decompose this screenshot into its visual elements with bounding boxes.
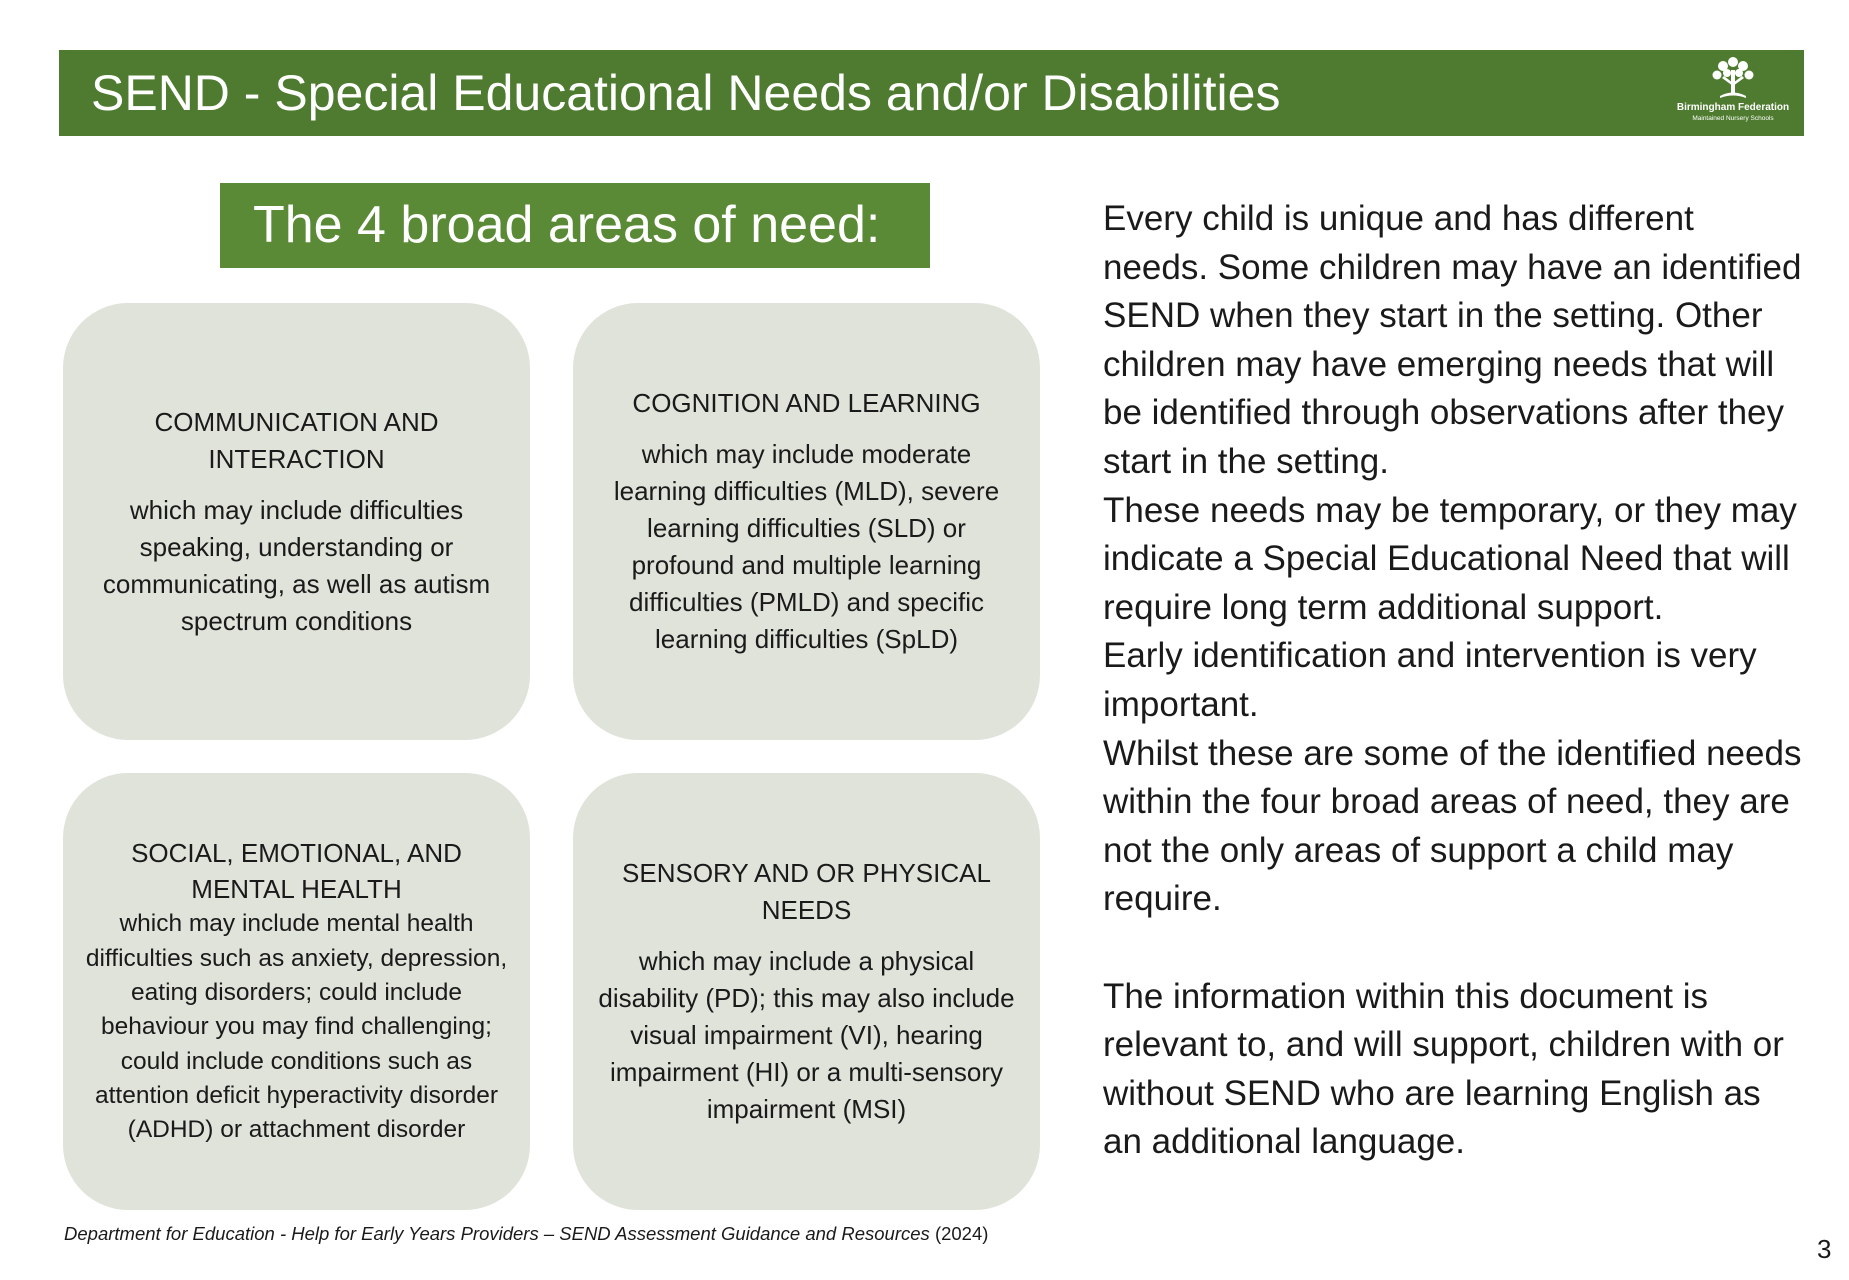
areas-heading-box [220, 183, 930, 268]
areas-heading: The 4 broad areas of need: [253, 196, 881, 254]
area-title: COMMUNICATION AND INTERACTION [154, 406, 439, 474]
area-title: SENSORY AND OR PHYSICAL NEEDS [622, 858, 991, 925]
area-description: which may include moderate learning difficulties (MLD), severe learning difficulties (SLD) or profound and multiple learning difficulties (PMLD) and specific learning difficulties (SpLD) [613, 439, 1000, 654]
page-number: 3 [1817, 1234, 1832, 1264]
area-card-cognition [573, 303, 1040, 740]
citation-year: (2024) [934, 1223, 989, 1244]
area-card-communication [63, 303, 530, 740]
area-card-sensory-physical [573, 773, 1040, 1210]
explanatory-text [1103, 195, 1803, 1167]
area-description: which may include mental health difficulties such as anxiety, depression, eating disorders; could include behaviour you may find challenging; could include conditions such as attention deficit hyperactivity disorder (ADHD) or attachment disorder [85, 910, 508, 1144]
area-description: which may include a physical disability (PD); this may also include visual impairment (VI), hearing impairment (HI) or a multi-sensory impairment (MSI) [598, 946, 1015, 1124]
area-description: which may include difficulties speaking, understanding or communicating, as well as autism spectrum conditions [102, 494, 491, 636]
header-banner [59, 50, 1804, 136]
area-card-social-emotional [63, 773, 530, 1210]
citation-source: Department for Education - Help for Early Years Providers – SEND Assessment Guidance and Resources [64, 1223, 930, 1244]
area-title: COGNITION AND LEARNING [632, 388, 981, 418]
source-citation [64, 1222, 988, 1246]
paragraph: Every child is unique and has different needs. Some children may have an identified SEND when they start in the setting. Other children may have emerging needs that will be identified through observations after they start in the setting. [1103, 199, 1802, 481]
page-title: SEND - Special Educational Needs and/or Disabilities [91, 65, 1281, 121]
logo-name: Birmingham Federation [1676, 102, 1790, 113]
area-title: SOCIAL, EMOTIONAL, AND MENTAL HEALTH [131, 838, 462, 905]
federation-logo [1668, 56, 1798, 130]
paragraph: Whilst these are some of the identified needs within the four broad areas of need, they are not the only areas of support a child may require. [1103, 733, 1802, 919]
logo-subtitle: Maintained Nursery Schools [1692, 115, 1774, 122]
tree-icon [1710, 56, 1756, 100]
paragraph: The information within this document is relevant to, and will support, children with or without SEND who are learning English as an additional language. [1103, 976, 1784, 1162]
paragraph-spacer [1103, 924, 1803, 973]
paragraph: These needs may be temporary, or they may indicate a Special Educational Need that will require long term additional support. [1103, 490, 1797, 627]
paragraph: Early identification and intervention is very important. [1103, 636, 1757, 724]
